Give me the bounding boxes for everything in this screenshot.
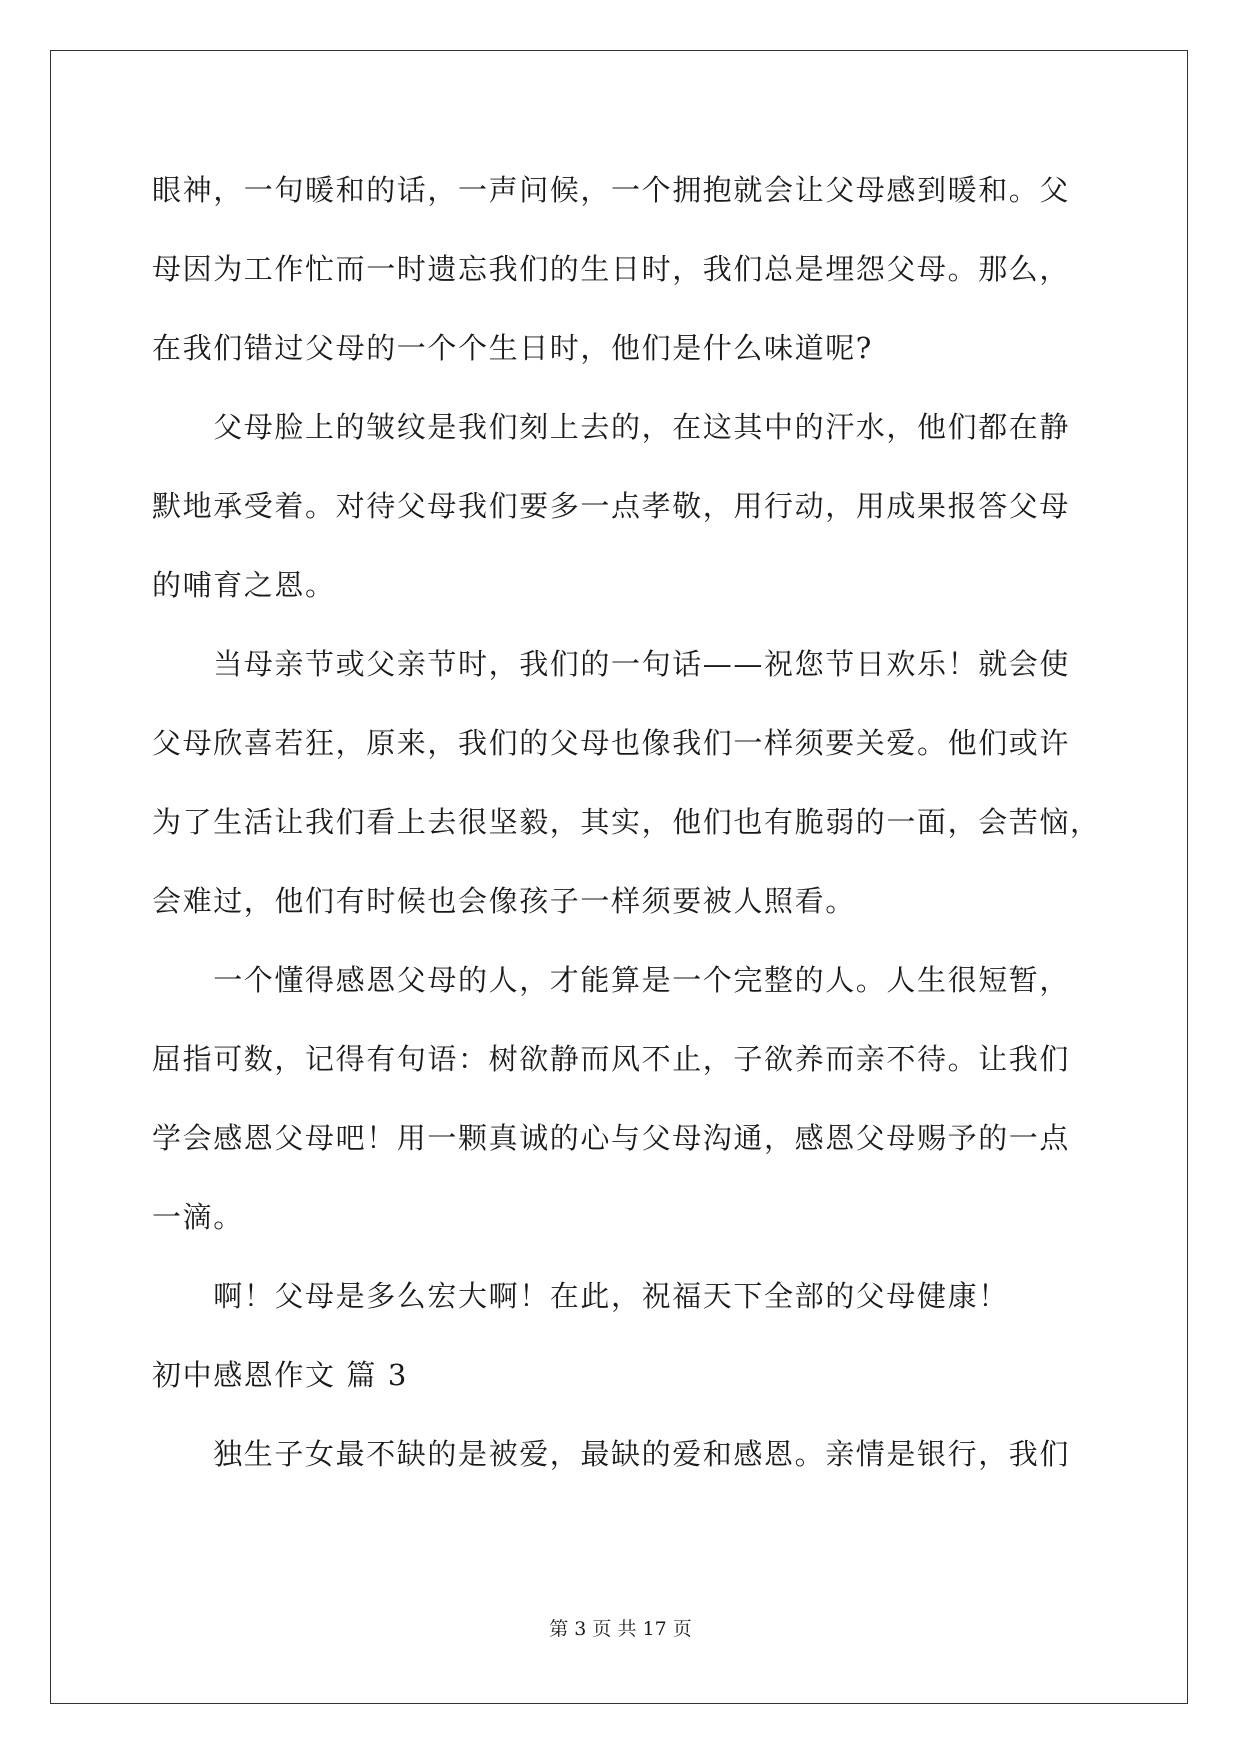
text-line: 为了生活让我们看上去很坚毅，其实，他们也有脆弱的一面，会苦恼， [152,805,1101,839]
text-line: 一个懂得感恩父母的人，才能算是一个完整的人。人生很短暂， [152,963,1071,997]
text-line: 母因为工作忙而一时遗忘我们的生日时，我们总是埋怨父母。那么， [152,252,1071,286]
text-line: 的哺育之恩。 [152,568,336,602]
section-heading: 初中感恩作文 篇 3 [152,1358,408,1392]
text-line: 一滴。 [152,1200,244,1234]
text-line: 屈指可数，记得有句语：树欲静而风不止，子欲养而亲不待。让我们 [152,1042,1071,1076]
text-line: 啊！父母是多么宏大啊！在此，祝福天下全部的父母健康！ [152,1279,1009,1313]
text-line: 父母脸上的皱纹是我们刻上去的，在这其中的汗水，他们都在静 [152,410,1071,444]
text-line: 默地承受着。对待父母我们要多一点孝敬，用行动，用成果报答父母 [152,489,1071,523]
text-line: 学会感恩父母吧！用一颗真诚的心与父母沟通，感恩父母赐予的一点 [152,1121,1071,1155]
page-number-footer: 第 3 页 共 17 页 [549,1618,692,1640]
text-line: 父母欣喜若狂，原来，我们的父母也像我们一样须要关爱。他们或许 [152,726,1071,760]
text-line: 会难过，他们有时候也会像孩子一样须要被人照看。 [152,884,856,918]
text-line: 当母亲节或父亲节时，我们的一句话——祝您节日欢乐！就会使 [152,647,1071,681]
text-line: 眼神，一句暖和的话，一声问候，一个拥抱就会让父母感到暖和。父 [152,173,1071,207]
text-line: 在我们错过父母的一个个生日时，他们是什么味道呢? [152,331,873,365]
text-line: 独生子女最不缺的是被爱，最缺的爱和感恩。亲情是银行，我们 [152,1437,1071,1471]
